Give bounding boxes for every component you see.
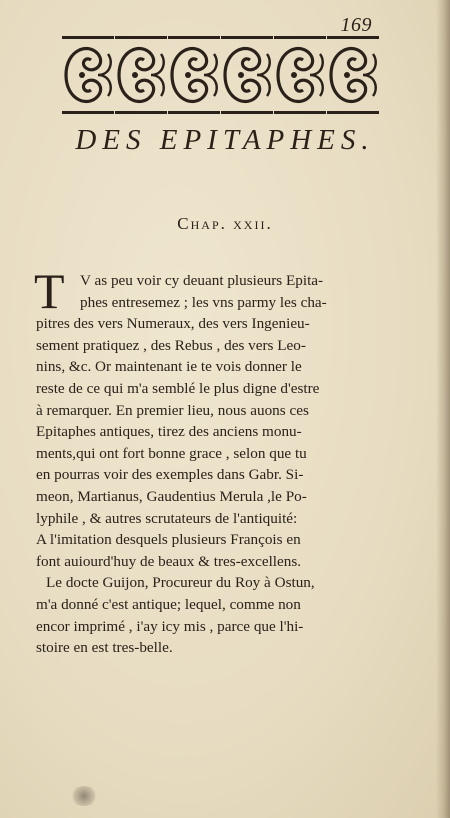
text-line: font auiourd'huy de beaux & tres-excellens. <box>36 552 302 570</box>
text-line: V as peu voir cy deuant plusieurs Epita- <box>80 272 324 289</box>
text-line: reste de ce qui m'a semblé le plus digne d'estre <box>36 379 320 397</box>
text-line: encor imprimé , i'ay icy mis , parce que l'hi- <box>36 617 304 635</box>
text-line: m'a donné c'est antique; lequel, comme non <box>36 595 301 613</box>
page-number: 169 <box>340 14 372 36</box>
text-line: en pourras voir des exemples dans Gabr. Si- <box>36 466 304 484</box>
text-line: nins, &c. Or maintenant ie te vois donner le <box>36 358 302 376</box>
chapter-heading: Chap. xxii. <box>177 214 273 233</box>
page-edge-shadow <box>436 0 450 818</box>
drop-cap: T <box>34 263 65 319</box>
text-line: meon, Martianus, Gaudentius Merula ,le Po- <box>36 487 307 505</box>
text-line: A l'imitation desquels plusieurs François en <box>36 531 301 549</box>
text-line: à remarquer. En premier lieu, nous auons ces <box>36 401 309 419</box>
text-line: stoire en est tres-belle. <box>36 639 173 657</box>
text-line: phes entresemez ; les vns parmy les cha- <box>80 293 327 311</box>
body-text <box>34 263 378 659</box>
text-line: lyphile , & autres scrutateurs de l'antiquité: <box>36 509 298 527</box>
text-line: sement pratiquez , des Rebus , des vers Leo- <box>36 336 306 354</box>
page-title: DES EPITAPHES. <box>75 124 375 156</box>
text-line: pitres des vers Numeraux, des vers Ingenieu- <box>36 315 310 333</box>
text-line: ments,qui ont fort bonne grace , selon que tu <box>36 444 307 462</box>
ornamental-headpiece-icon <box>62 36 382 114</box>
ink-smudge <box>70 786 98 806</box>
text-line: Le docte Guijon, Procureur du Roy à Ostun, <box>46 574 315 592</box>
text-line: Epitaphes antiques, tirez des anciens monu- <box>36 423 302 441</box>
